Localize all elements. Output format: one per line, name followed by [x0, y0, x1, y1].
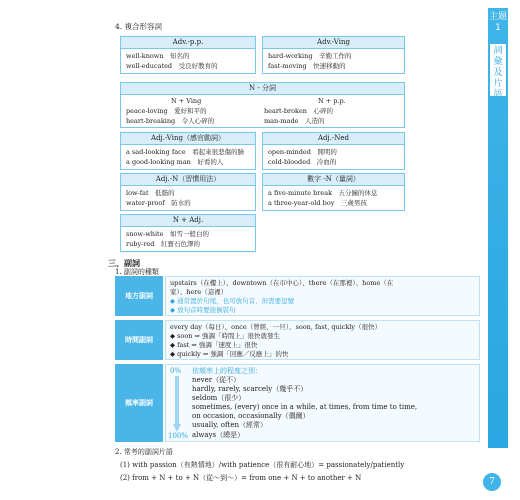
common-phrases-title: 2. 常考的副詞片語 [115, 448, 173, 456]
phrase-2: (2) from + N + to + N（從～到～）= from one + N + to another + N [120, 474, 362, 482]
box-row: cold-blooded 冷血的 [268, 158, 337, 166]
box-row: water-proof 防水的 [126, 199, 191, 207]
freq-line: usually, often（經常） [192, 421, 268, 429]
frequency-arrow-icon [173, 376, 181, 432]
box-row: fast-moving 快速移動的 [268, 62, 346, 70]
adv-pp-box [120, 36, 256, 74]
box-row: open-minded 開明的 [268, 148, 337, 156]
box-row: heart-breaking 令人心碎的 [126, 117, 215, 125]
box-row: peace-loving 愛好和平的 [126, 107, 207, 115]
box-row: a sad-looking face 看起來很悲傷的臉 [126, 148, 245, 156]
page-number: 7 [483, 473, 501, 491]
section3-title: 三、副詞 [108, 259, 140, 268]
freq-line: hardly, rarely, scarcely（幾乎不） [192, 385, 308, 393]
freq-percent-100: 100% [168, 432, 189, 440]
freq-percent-0: 0% [170, 367, 182, 375]
n-adj-box [120, 214, 256, 252]
table-line: every day（每日）、once（曾經、一旦）、soon, fast, quickly（很快） [170, 323, 382, 331]
box-header: Adj.-N（習慣用法） [121, 174, 255, 186]
chapter-title: 詞彙及片語 [490, 44, 506, 96]
adj-ving-box [120, 132, 256, 170]
table-line: ◆ quickly ⇒ 強調「回應／反應上」的快 [170, 350, 289, 358]
noun-participle-box [120, 82, 405, 128]
box-row: hard-working 辛勤工作的 [268, 52, 352, 60]
sub-header-left: N + Ving [171, 97, 202, 105]
section4-title: 4. 複合形容詞 [115, 22, 163, 31]
adj-n-box [120, 173, 256, 211]
freq-line: sometimes, (every) once in a while, at times, from time to time, [192, 403, 418, 411]
chapter-side-tab [488, 8, 508, 448]
freq-title: 依頻率上的程度之別： [192, 367, 262, 375]
table-line: ◆ fast ⇒ 強調「速度上」很快 [170, 341, 258, 349]
place-adverb-row [115, 276, 480, 316]
number-n-box [262, 173, 405, 211]
freq-line: always（總是） [192, 431, 245, 439]
frequency-adverb-row [115, 364, 480, 442]
phrase-1: (1) with passion（有熱情地）/with patience（很有耐心地）= passionately/patiently [120, 461, 405, 469]
table-line: ◆ 放句首時要接倒裝句 [170, 306, 236, 314]
adj-ned-box [262, 132, 405, 170]
box-row: a five-minute break 五分鐘的休息 [268, 189, 378, 197]
box-row: a three-year-old boy 三歲男孩 [268, 199, 367, 207]
box-row: snow-white 如雪一般白的 [126, 230, 209, 238]
frequency-adverb-label: 頻率副詞 [115, 364, 163, 442]
box-header: Adj.-Ving（感官動詞） [121, 133, 255, 145]
unit-label: 主題1 [488, 12, 507, 33]
freq-line: on occasion, occasionally（偶爾） [192, 412, 310, 420]
box-header: N + Adj. [121, 215, 255, 227]
box-row: ruby-red 紅寶石色澤的 [126, 240, 200, 248]
box-header: N - 分詞 [121, 83, 404, 95]
adv-ving-box [262, 36, 405, 74]
frequency-adverb-cell [165, 364, 480, 442]
place-adverb-label: 地方副詞 [115, 276, 163, 316]
time-adverb-row [115, 320, 480, 360]
box-row: well-known 知名的 [126, 52, 190, 60]
box-row: heart-broken 心碎的 [264, 107, 333, 115]
table-line: ◆ soon ⇒ 強調「時間上」很快就發生 [170, 332, 280, 340]
freq-line: seldom（很少） [192, 394, 246, 402]
box-row: well-educated 受良好教育的 [126, 62, 218, 70]
place-adverb-cell [165, 276, 480, 316]
sub-header-right: N + p.p. [318, 97, 346, 105]
time-adverb-label: 時間副詞 [115, 320, 163, 360]
table-line: upstairs（在樓上）、downtown（在市中心）、there（在那裡）、home（在 [170, 279, 394, 287]
box-header: Adv.-Ving [263, 37, 404, 49]
table-line: 家）、here（這裡） [170, 288, 228, 296]
table-line: ◆ 通常置於句尾，也可放句首，但需要逗號 [170, 297, 295, 305]
box-row: a good-looking man 好看的人 [126, 158, 224, 166]
box-header: Adv.-p.p. [121, 37, 255, 49]
time-adverb-cell [165, 320, 480, 360]
freq-line: never（從不） [192, 376, 241, 384]
box-header: Adj.-Ned [263, 133, 404, 145]
box-row: man-made 人造的 [264, 117, 325, 125]
box-header: 數字 -N（量詞） [263, 174, 404, 186]
box-row: low-fat 低脂的 [126, 189, 175, 197]
adverb-types-title: 1. 副詞的種類 [115, 268, 159, 276]
